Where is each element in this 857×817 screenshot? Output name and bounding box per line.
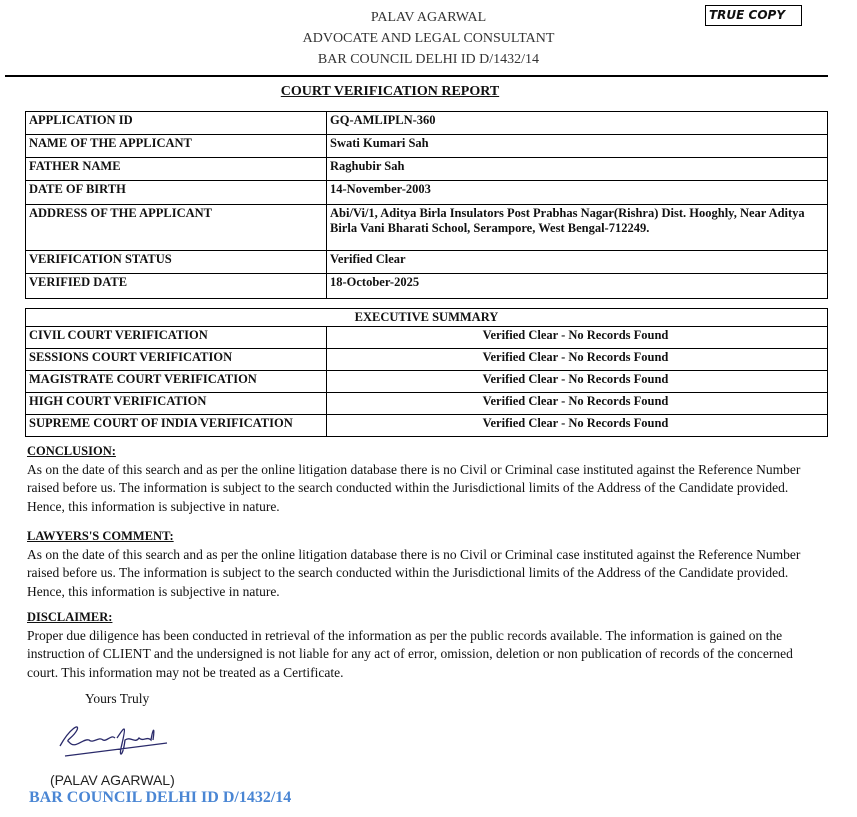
- detail-value: 14-November-2003: [327, 181, 828, 205]
- detail-label: NAME OF THE APPLICANT: [26, 135, 327, 158]
- conclusion-section: [27, 442, 827, 516]
- summary-value: Verified Clear - No Records Found: [327, 415, 828, 437]
- advocate-name: PALAV AGARWAL: [370, 10, 487, 25]
- detail-row: [26, 158, 828, 181]
- signatory-bar-id: BAR COUNCIL DELHI ID D/1432/14: [29, 789, 292, 806]
- detail-value: Abi/Vi/1, Aditya Birla Insulators Post Prabhas Nagar(Rishra) Dist. Hooghly, Near Aditya Birla Vani Bharati School, Serampore, West Bengal-712249.: [327, 205, 828, 251]
- summary-label: CIVIL COURT VERIFICATION: [26, 327, 327, 349]
- conclusion-text: As on the date of this search and as per the online litigation database there is no Civil or Criminal case instituted against the Reference Number raised before us. The information is subject to the search conducted within the Jurisdictional limits of the Address of the Candidate provided. Hence, this information is subjective in nature.: [27, 461, 801, 514]
- comment-heading: LAWYERS'S COMMENT:: [27, 529, 174, 543]
- detail-row: [26, 274, 828, 299]
- summary-value: Verified Clear - No Records Found: [327, 327, 828, 349]
- comment-section: [27, 527, 827, 601]
- conclusion-heading: CONCLUSION:: [27, 444, 116, 458]
- detail-row: [26, 112, 828, 135]
- summary-row: [26, 327, 828, 349]
- detail-value: Swati Kumari Sah: [327, 135, 828, 158]
- advocate-designation: ADVOCATE AND LEGAL CONSULTANT: [302, 31, 555, 46]
- advocate-bar-id: BAR COUNCIL DELHI ID D/1432/14: [317, 52, 540, 67]
- summary-row: [26, 371, 828, 393]
- signature-image: [55, 718, 175, 763]
- detail-label: ADDRESS OF THE APPLICANT: [26, 205, 327, 251]
- disclaimer-heading: DISCLAIMER:: [27, 610, 113, 624]
- closing: Yours Truly: [85, 691, 150, 706]
- detail-label: DATE OF BIRTH: [26, 181, 327, 205]
- true-copy-stamp: TRUE COPY: [705, 5, 802, 26]
- summary-row: [26, 415, 828, 437]
- detail-row: [26, 205, 828, 251]
- disclaimer-text: Proper due diligence has been conducted in retrieval of the information as per the public records available. The information is gained on the instruction of CLIENT and the undersigned is not liable for any act of error, omission, deletion or non publication of records of the concerned court. This information may not be treated as a Certificate.: [27, 627, 793, 680]
- detail-value: GQ-AMLIPLN-360: [327, 112, 828, 135]
- summary-title: EXECUTIVE SUMMARY: [26, 309, 828, 327]
- detail-row: [26, 251, 828, 274]
- report-title: COURT VERIFICATION REPORT: [280, 84, 500, 99]
- summary-row: [26, 393, 828, 415]
- header-divider: [5, 75, 828, 77]
- detail-label: APPLICATION ID: [26, 112, 327, 135]
- detail-value: Raghubir Sah: [327, 158, 828, 181]
- detail-label: FATHER NAME: [26, 158, 327, 181]
- summary-label: MAGISTRATE COURT VERIFICATION: [26, 371, 327, 393]
- executive-summary-table: [25, 308, 828, 437]
- comment-text: As on the date of this search and as per the online litigation database there is no Civil or Criminal case instituted against the Reference Number raised before us. The information is subject to the search conducted within the Jurisdictional limits of the Address of the Candidate provided. Hence, this information is subjective in nature.: [27, 546, 801, 599]
- detail-label: VERIFIED DATE: [26, 274, 327, 299]
- detail-value: Verified Clear: [327, 251, 828, 274]
- summary-label: SUPREME COURT OF INDIA VERIFICATION: [26, 415, 327, 437]
- disclaimer-section: [27, 608, 827, 682]
- summary-value: Verified Clear - No Records Found: [327, 349, 828, 371]
- signatory-name: (PALAV AGARWAL): [50, 772, 175, 788]
- summary-value: Verified Clear - No Records Found: [327, 393, 828, 415]
- applicant-details-table: [25, 111, 828, 299]
- detail-value: 18-October-2025: [327, 274, 828, 299]
- summary-label: SESSIONS COURT VERIFICATION: [26, 349, 327, 371]
- summary-value: Verified Clear - No Records Found: [327, 371, 828, 393]
- detail-row: [26, 181, 828, 205]
- summary-label: HIGH COURT VERIFICATION: [26, 393, 327, 415]
- summary-row: [26, 349, 828, 371]
- detail-row: [26, 135, 828, 158]
- detail-label: VERIFICATION STATUS: [26, 251, 327, 274]
